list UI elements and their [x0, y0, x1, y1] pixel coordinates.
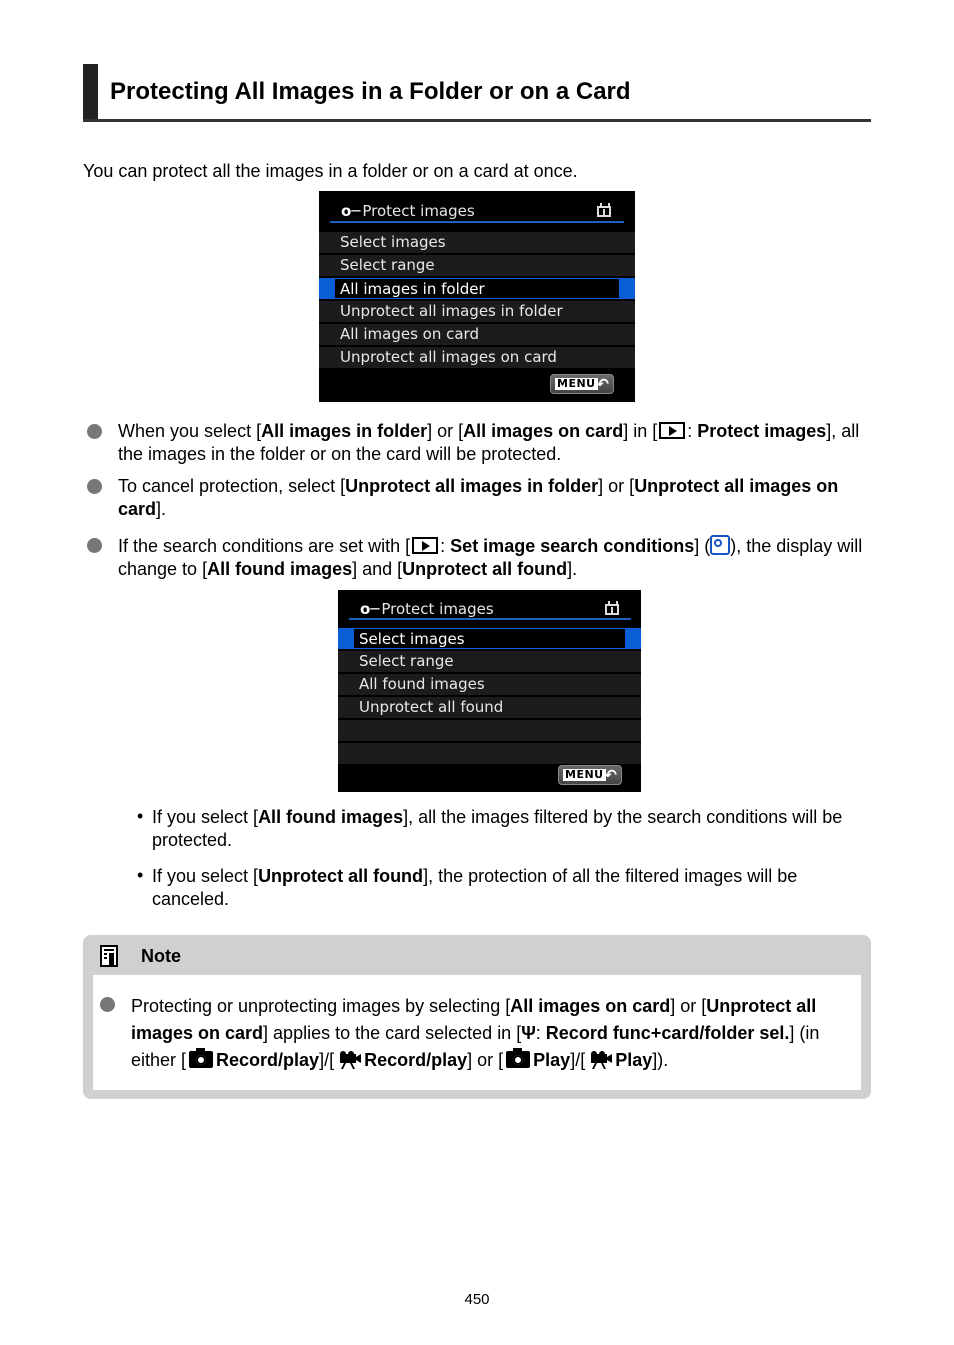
sub-bullet-all-found: If you select [All found images], all the images filtered by the search conditions will be protected. [152, 807, 843, 850]
key-icon: o─ [341, 202, 361, 220]
movie-icon [587, 1051, 613, 1069]
menu-item-all-found-images[interactable]: All found images [338, 674, 641, 695]
menu-item-empty [338, 720, 641, 741]
menu-item-all-images-on-card[interactable]: All images on card [319, 324, 635, 345]
wrench-icon: Ψ [521, 1023, 536, 1043]
bullet-search-conditions: If the search conditions are set with [ : Set image search conditions] ( ), the display will change to [All found images] and [Unprotect all found]. [118, 536, 863, 579]
camera-screen-protect-found [338, 590, 641, 792]
camera-screen-protect-images [319, 191, 635, 402]
return-icon: ↶ [604, 766, 617, 784]
menu-item-unprotect-all-images-on-card[interactable]: Unprotect all images on card [319, 347, 635, 368]
note-text: Protecting or unprotecting images by selecting [All images on card] or [Unprotect all images on card] applies to the card selected in [Ψ: Record func+card/folder sel.] (in either [ Record/play]/[ Record/play] or [ Play]/[ Play]). [131, 996, 820, 1070]
screen-title-rule [330, 221, 624, 223]
sub-bullet-dot: • [137, 806, 144, 826]
page-number: 450 [464, 1291, 490, 1308]
screen-title: Protect images [362, 202, 475, 220]
movie-icon [336, 1051, 362, 1069]
tab-icon [597, 206, 611, 217]
intro-text: You can protect all the images in a folder or on a card at once. [83, 161, 578, 181]
note-icon [100, 945, 118, 967]
return-icon: ↶ [596, 375, 609, 393]
page-title: Protecting All Images in a Folder or on a Card [110, 78, 631, 105]
menu-item-select-images[interactable] [338, 628, 641, 649]
tab-icon [605, 604, 619, 615]
menu-label: MENU [557, 377, 596, 390]
bullet-select-all: When you select [All images in folder] or [All images on card] in [ : Protect images], all the images in the folder or on the card will be protected. [118, 421, 860, 464]
heading-rule [83, 119, 871, 122]
screen-title: Protect images [381, 600, 494, 618]
menu-item-unprotect-all-found[interactable]: Unprotect all found [338, 697, 641, 718]
menu-item-select-images[interactable]: Select images [319, 232, 635, 253]
bullet-dot [100, 997, 115, 1012]
menu-item-label: All images in folder [335, 279, 619, 298]
playback-icon [659, 422, 685, 439]
menu-label: MENU [565, 768, 604, 781]
bullet-dot [87, 479, 102, 494]
playback-icon [412, 537, 438, 554]
menu-item-label: Select images [354, 629, 625, 648]
menu-item-unprotect-all-images-in-folder[interactable]: Unprotect all images in folder [319, 301, 635, 322]
camera-icon [506, 1051, 530, 1068]
menu-back-button[interactable] [550, 374, 614, 394]
bullet-dot [87, 424, 102, 439]
screen-title-rule [349, 618, 631, 620]
menu-item-select-range[interactable]: Select range [338, 651, 641, 672]
sub-bullet-unprotect-found: If you select [Unprotect all found], the protection of all the filtered images will be canceled. [152, 866, 798, 909]
bullet-cancel-protection: To cancel protection, select [Unprotect all images in folder] or [Unprotect all images on card]. [118, 476, 839, 519]
key-icon: o─ [360, 600, 380, 618]
note-title: Note [141, 946, 181, 966]
menu-item-all-images-in-folder[interactable] [319, 278, 635, 299]
camera-icon [189, 1051, 213, 1068]
heading-bar [83, 64, 98, 120]
menu-back-button[interactable] [558, 765, 622, 785]
sub-bullet-dot: • [137, 865, 144, 885]
menu-item-select-range[interactable]: Select range [319, 255, 635, 276]
search-link-icon[interactable] [710, 535, 730, 555]
menu-item-empty [338, 743, 641, 764]
bullet-dot [87, 538, 102, 553]
